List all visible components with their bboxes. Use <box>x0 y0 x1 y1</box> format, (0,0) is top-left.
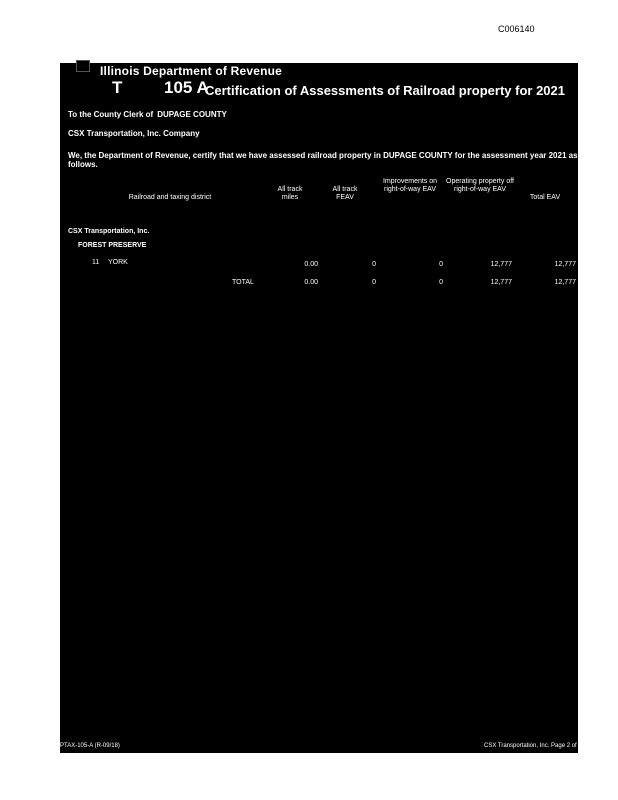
row-track-feav: 0 <box>372 261 376 268</box>
total-track-miles: 0.00 <box>304 279 318 286</box>
addressee-county: DUPAGE COUNTY <box>157 110 227 119</box>
row-district-name: YORK <box>108 259 128 266</box>
header-total-eav: Total EAV <box>529 194 561 201</box>
header-improvements-eav: Improvements on right-of-way EAV <box>382 178 438 193</box>
department-name: Illinois Department of Revenue <box>100 64 283 78</box>
header-operating-eav: Operating property off right-of-way EAV <box>446 178 514 193</box>
company-line: CSX Transportation, Inc. Company <box>68 129 200 138</box>
header-district: Railroad and taxing district <box>128 194 212 201</box>
header-track-feav: All track FEAV <box>332 186 358 201</box>
addressee-prefix: To the County Clerk of <box>68 110 154 119</box>
form-title: Certification of Assessments of Railroad property for 2021 <box>205 83 566 98</box>
total-total-eav: 12,777 <box>554 279 576 286</box>
district-category: FOREST PRESERVE <box>78 242 147 249</box>
footer-page-info: CSX Transportation, Inc. Page 2 of 2 <box>484 743 582 749</box>
row-total-eav: 12,777 <box>554 261 576 268</box>
document-id: C006140 <box>498 24 535 34</box>
addressee-line <box>68 110 227 119</box>
railroad-company-name: CSX Transportation, Inc. <box>68 228 150 235</box>
total-improvements-eav: 0 <box>439 279 443 286</box>
certification-statement: We, the Department of Revenue, certify that we have assessed railroad property in DUPAGE COUNTY for the assessment year 2021 as follows. <box>68 151 578 169</box>
form-number: 105 A <box>164 78 209 97</box>
row-improvements-eav: 0 <box>439 261 443 268</box>
row-operating-eav: 12,777 <box>490 261 512 268</box>
total-operating-eav: 12,777 <box>490 279 512 286</box>
form-marker-box <box>76 60 90 72</box>
header-track-miles: All track miles <box>277 186 303 201</box>
total-track-feav: 0 <box>372 279 376 286</box>
total-label: TOTAL <box>232 279 254 286</box>
form-letter: T <box>112 78 123 97</box>
row-track-miles: 0.00 <box>304 261 318 268</box>
row-district-code: 11 <box>92 259 100 266</box>
footer-form-code: PTAX-105-A (R-09/18) <box>60 743 120 749</box>
